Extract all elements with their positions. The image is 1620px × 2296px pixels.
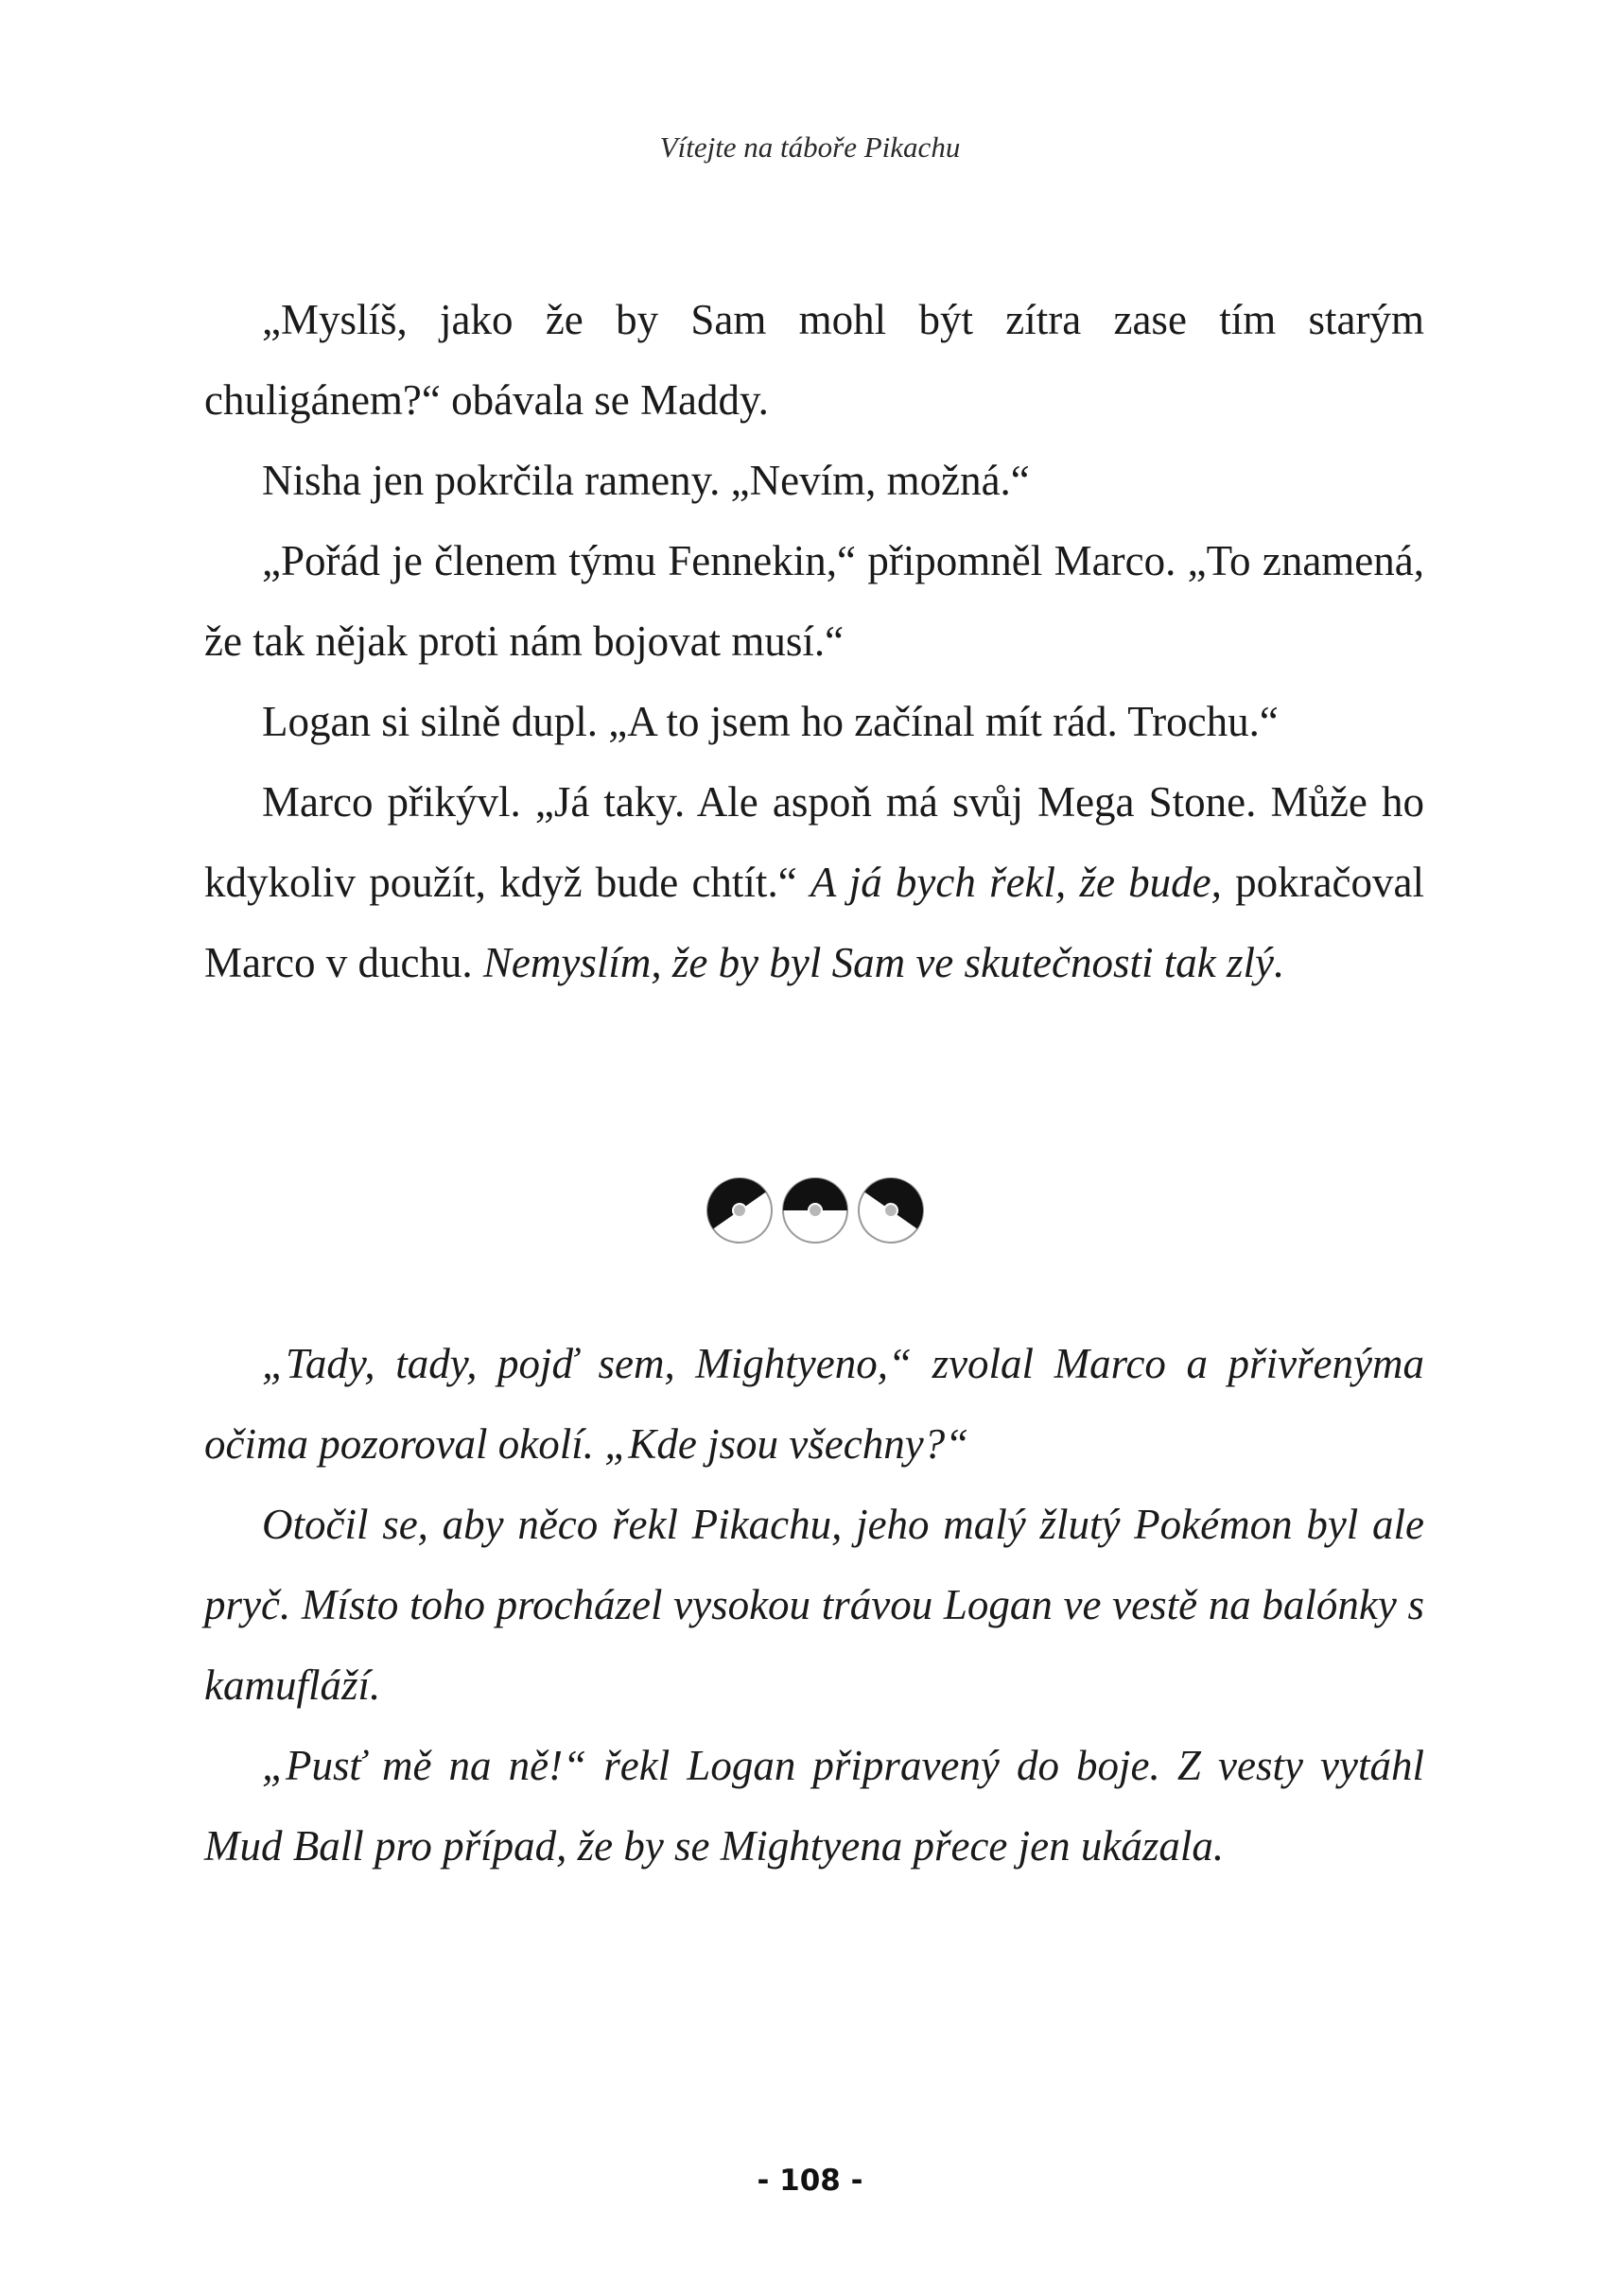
paragraph: „Pořád je členem týmu Fennekin,“ připomněl Marco. „To znamená, že tak nějak proti nám bojovat musí.“ (204, 537, 1424, 665)
pokeball-icon (704, 1173, 784, 1248)
running-header: Vítejte na táboře Pikachu (659, 130, 961, 164)
paragraph-text: pokračoval Marco v duchu. (204, 859, 1424, 986)
page-number: - 108 - (757, 2164, 863, 2198)
paragraph (204, 762, 1424, 1003)
paragraph: Logan si silně dupl. „A to jsem ho začínal mít rád. Trochu.“ (262, 698, 1279, 745)
paragraph: Nisha jen pokrčila rameny. „Nevím, možná.“ (262, 457, 1030, 504)
paragraph: Otočil se, aby něco řekl Pikachu, jeho malý žlutý Pokémon byl ale pryč. Místo toho procházel vysokou trávou Logan ve vestě na balónky s kamufláží. (204, 1501, 1424, 1709)
section-1-text (204, 280, 1424, 1003)
inner-thought-text: A já bych řekl, že bude, (810, 859, 1222, 906)
pokeball-icon (783, 1178, 847, 1243)
paragraph-text: Marco přikývl. „Já taky. Ale aspoň má svůj Mega Stone. Může ho kdykoliv použít, když bude chtít.“ (204, 778, 1424, 906)
pokeball-icon (846, 1173, 927, 1248)
three-pokeball-icon (704, 1173, 927, 1248)
paragraph: „Myslíš, jako že by Sam mohl být zítra zase tím starým chuligánem?“ obávala se Maddy. (204, 296, 1424, 424)
inner-thought-text: Nemyslím, že by byl Sam ve skutečnosti tak zlý. (482, 939, 1285, 986)
paragraph: „Pusť mě na ně!“ řekl Logan připravený do boje. Z vesty vytáhl Mud Ball pro případ, že by se Mightyena přece jen ukázala. (204, 1742, 1424, 1870)
section-2-text (204, 1324, 1424, 1887)
paragraph: „Tady, tady, pojď sem, Mightyeno,“ zvolal Marco a přivřenýma očima pozoroval okolí. „Kde jsou všechny?“ (204, 1340, 1424, 1468)
